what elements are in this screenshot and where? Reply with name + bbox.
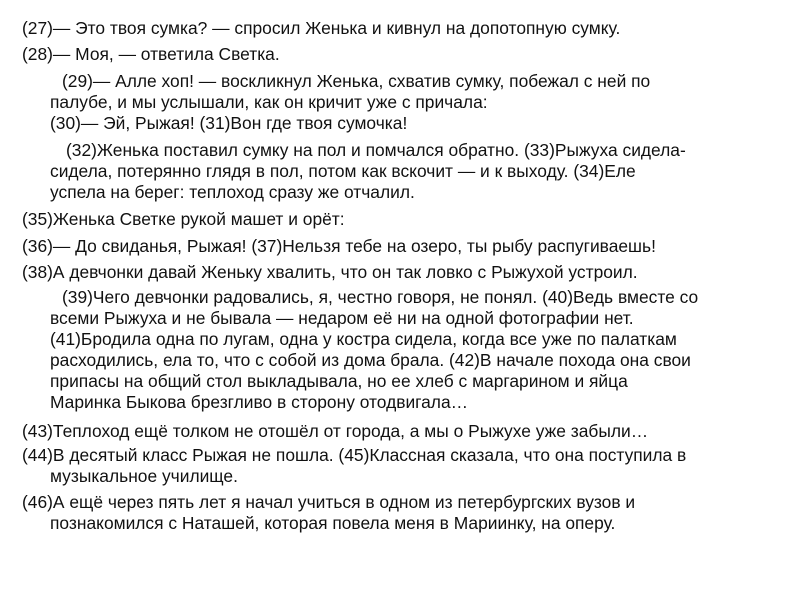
text-line: (27)— Это твоя сумка? — спросил Женька и кивнул на допотопную сумку. — [22, 18, 621, 38]
text-line: (41)Бродила одна по лугам, одна у костра сидела, когда все уже по палаткам — [50, 329, 677, 349]
text-line: успела на берег: теплоход сразу же отчалил. — [50, 182, 415, 202]
text-line: (38)А девчонки давай Женьку хвалить, что он так ловко с Рыжухой устроил. — [22, 262, 638, 282]
paragraph-32 — [22, 140, 792, 203]
text-line: (32)Женька поставил сумку на пол и помчался обратно. (33)Рыжуха сидела- — [66, 140, 686, 160]
paragraph-44 — [22, 445, 792, 487]
text-line: палубе, и мы услышали, как он кричит уже с причала: — [50, 92, 488, 112]
text-line: познакомился с Наташей, которая повела меня в Мариинку, на оперу. — [50, 513, 616, 533]
paragraph-28 — [22, 44, 792, 65]
text-line: музыкальное училище. — [50, 466, 238, 486]
text-line: (28)— Моя, — ответила Светка. — [22, 44, 280, 64]
text-line: припасы на общий стол выкладывала, но ее хлеб с маргарином и яйца — [50, 371, 628, 391]
text-line: (44)В десятый класс Рыжая не пошла. (45)Классная сказала, что она поступила в — [22, 445, 687, 465]
text-line: сидела, потерянно глядя в пол, потом как вскочит — и к выходу. (34)Еле — [50, 161, 636, 181]
paragraph-35 — [22, 209, 792, 230]
text-line: (46)А ещё через пять лет я начал учиться в одном из петербургских вузов и — [22, 492, 636, 512]
text-line: (39)Чего девчонки радовались, я, честно говоря, не понял. (40)Ведь вместе со — [62, 287, 699, 307]
text-line: всеми Рыжуха и не бывала — недаром её ни на одной фотографии нет. — [50, 308, 634, 328]
paragraph-29 — [22, 71, 792, 134]
text-line: (43)Теплоход ещё толком не отошёл от города, а мы о Рыжухе уже забыли… — [22, 421, 649, 441]
text-line: (35)Женька Светке рукой машет и орёт: — [22, 209, 345, 229]
text-line: (36)— До свиданья, Рыжая! (37)Нельзя тебе на озеро, ты рыбу распугиваешь! — [22, 236, 656, 256]
paragraph-46 — [22, 492, 792, 534]
paragraph-27 — [22, 18, 792, 39]
text-line: Маринка Быкова брезгливо в сторону отодвигала… — [50, 392, 469, 412]
text-line: (30)— Эй, Рыжая! (31)Вон где твоя сумочка! — [50, 113, 408, 133]
text-line: (29)— Алле хоп! — воскликнул Женька, схватив сумку, побежал с ней по — [62, 71, 651, 91]
paragraph-43 — [22, 421, 792, 442]
paragraph-38 — [22, 262, 792, 283]
text-line: расходились, ела то, что с собой из дома брала. (42)В начале похода она свои — [50, 350, 691, 370]
paragraph-39 — [22, 287, 792, 413]
paragraph-36 — [22, 236, 792, 257]
